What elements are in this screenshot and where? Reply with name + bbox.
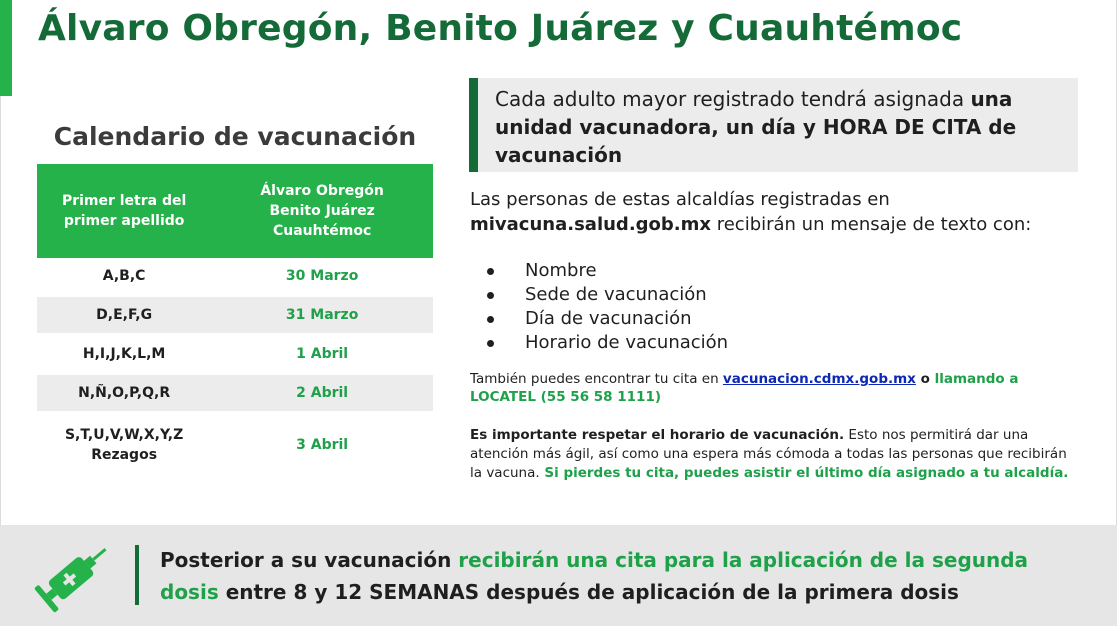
list-item: Horario de vacunación [487,331,728,355]
letters-cell: N,Ñ,O,P,Q,R [37,375,211,411]
left-accent-bar [0,0,12,96]
sms-content-list [487,259,728,355]
header-letter-column: Primer letra del primer apellido [37,164,211,258]
vaccine-syringe-icon [28,538,120,616]
table-row [37,375,433,411]
frame-border-left [0,96,1,526]
letters-cell: A,B,C [102,268,146,284]
cita-callout: Cada adulto mayor registrado tendrá asignada una unidad vacunadora, un día y HORA DE CITA de vacunación [469,78,1078,172]
sms-message-text: Las personas de estas alcaldías registradas en mivacuna.salud.gob.mx recibirán un mensaje de texto con: [470,189,1032,235]
header-alcaldias-column: Álvaro Obregón Benito Juárez Cuauhtémoc [211,164,433,258]
importante-text: Es importante respetar el horario de vacunación. Esto nos permitirá dar una atención más ágil, así como una espera más cómoda a todas las personas que recibirán la vacuna. Si pierdes tu cita, puedes asistir el último día asignado a tu alcaldía. [470,427,1069,481]
date-cell: 30 Marzo [285,268,359,284]
letters-cell: H,I,J,K,L,M [82,346,166,362]
date-cell: 3 Abril [296,437,349,453]
find-cita-text: También puedes encontrar tu cita en vacunacion.cdmx.gob.mx o llamando a LOCATEL (55 56 58 1111) [470,371,1019,405]
table-row [37,336,433,372]
list-item: Sede de vacunación [487,283,728,307]
list-item: Nombre [487,259,728,283]
letters-cell: S,T,U,V,W,X,Y,Z Rezagos [64,427,184,463]
table-row [37,414,433,476]
mivacuna-url: mivacuna.salud.gob.mx [470,214,711,235]
date-cell: 2 Abril [211,375,433,411]
table-row [37,297,433,333]
calendar-header-row [37,164,433,258]
second-dose-text: Posterior a su vacunación recibirán una cita para la aplicación de la segunda dosis entre 8 y 12 SEMANAS después de aplicación de la primera dosis [160,548,1029,604]
date-cell: 1 Abril [296,346,349,362]
table-row [37,258,433,294]
calendar-table [37,164,433,476]
page-title: Álvaro Obregón, Benito Juárez y Cuauhtémoc [38,8,963,49]
vacunacion-cdmx-link[interactable]: vacunacion.cdmx.gob.mx [722,371,916,387]
list-item: Día de vacunación [487,307,728,331]
date-cell: 31 Marzo [211,297,433,333]
footer-accent-bar [135,545,139,605]
locatel-phone: llamando a LOCATEL (55 56 58 1111) [470,371,1019,405]
letters-cell: D,E,F,G [37,297,211,333]
calendar-title: Calendario de vacunación [53,122,417,151]
